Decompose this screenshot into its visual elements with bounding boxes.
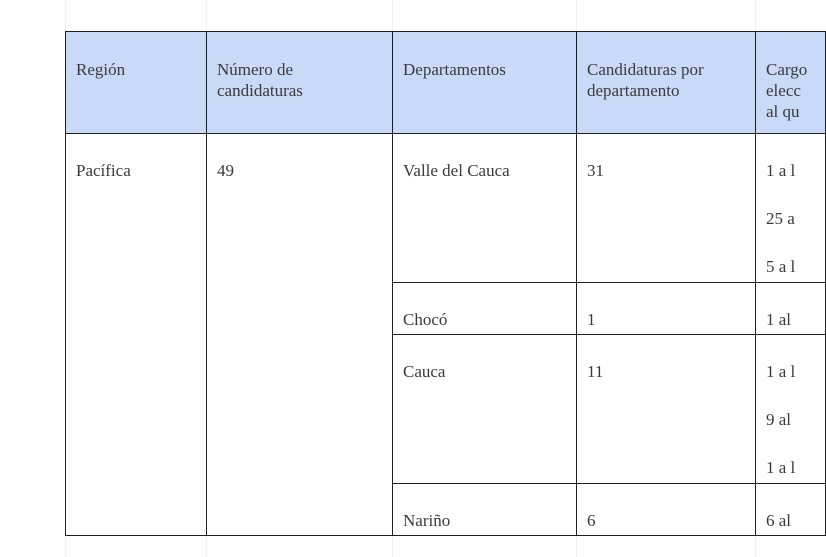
- cargo-line: 1 al: [766, 310, 792, 329]
- cell-departamento: Cauca: [393, 335, 577, 484]
- cell-departamento: Valle del Cauca: [393, 134, 577, 283]
- cell-cargo: [756, 335, 826, 484]
- header-candidaturas-por-departamento: Candidaturas por departamento: [577, 32, 756, 134]
- cell-departamento: Chocó: [393, 283, 577, 335]
- cargo-line: 1 a l: [766, 362, 796, 381]
- cell-cargo: [756, 283, 826, 335]
- cell-cargo: [756, 134, 826, 283]
- table-header-row: [66, 32, 826, 134]
- cargo-line: 5 a l: [766, 257, 796, 276]
- cell-total-candidaturas: 49: [207, 134, 393, 536]
- header-region: Región: [66, 32, 207, 134]
- cell-region: Pacífica: [66, 134, 207, 536]
- cell-candidaturas: 6: [577, 484, 756, 536]
- cargo-line: 1 a l: [766, 161, 796, 180]
- header-cargo: Cargo elecc al qu: [756, 32, 826, 134]
- cargo-line: 9 al: [766, 410, 792, 429]
- cell-cargo: [756, 484, 826, 536]
- candidaturas-table: [65, 31, 826, 536]
- cell-candidaturas: 1: [577, 283, 756, 335]
- table-row: [66, 134, 826, 283]
- header-numero-candidaturas: Número de candidaturas: [207, 32, 393, 134]
- cell-candidaturas: 31: [577, 134, 756, 283]
- cell-departamento: Nariño: [393, 484, 577, 536]
- cargo-line: 6 al: [766, 511, 792, 530]
- cell-candidaturas: 11: [577, 335, 756, 484]
- header-departamentos: Departamentos: [393, 32, 577, 134]
- cargo-line: 1 a l: [766, 458, 796, 477]
- cargo-line: 25 a: [766, 209, 795, 228]
